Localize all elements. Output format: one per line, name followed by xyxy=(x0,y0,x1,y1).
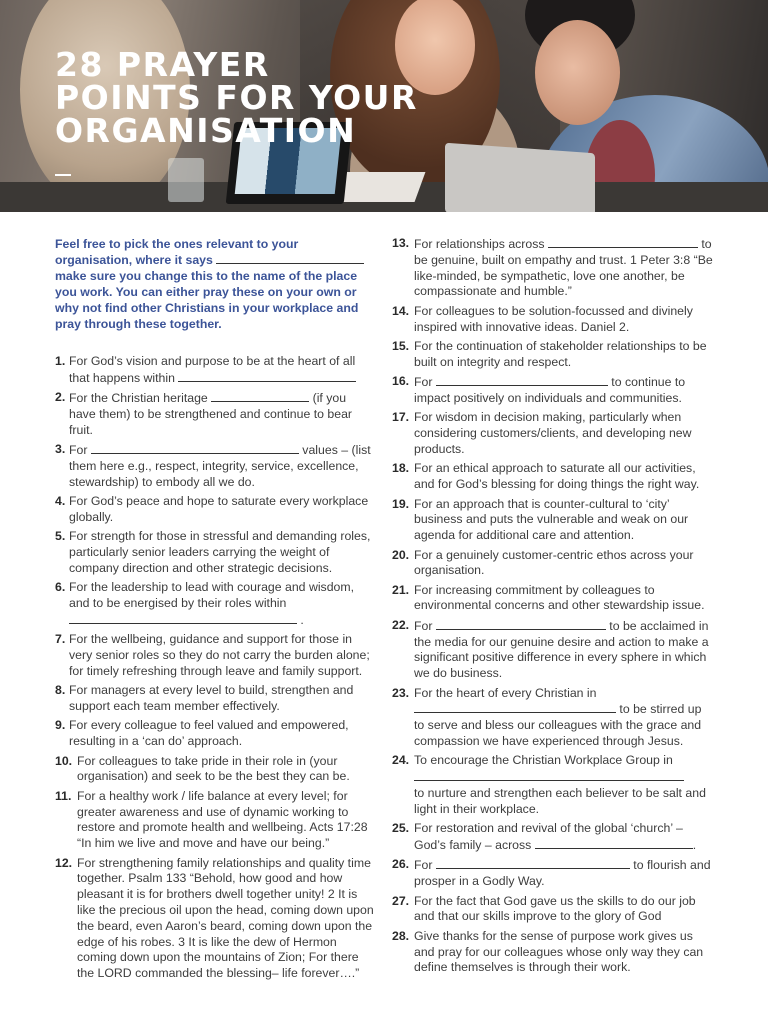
point-text: For xyxy=(69,443,88,458)
prayer-list-left xyxy=(55,354,375,982)
prayer-point-17 xyxy=(392,410,714,457)
point-number: 6. xyxy=(55,580,66,595)
fill-in-blank[interactable] xyxy=(414,701,616,713)
point-text: For strengthening family relationships and quality time together. Psalm 133 “Behold, how good and how pleasant it is for brothers dwell together unity! 2 It is like the precious oil upon the head, coming down upon the beard, even Aaron’s beard, coming down upon the edge of his robes. 3 It is like the dew of Hermon coming down upon the mountains of Zion; For there the LORD commanded the blessing– life forever….” xyxy=(77,855,374,981)
point-text: For the Christian heritage xyxy=(69,391,208,406)
prayer-point-1 xyxy=(55,354,375,387)
prayer-point-27 xyxy=(392,894,714,926)
point-text-cont: to be genuine, built on empathy and trust. 1 Peter 3:8 “Be like-minded, be sympathetic, love one another, be compassionate and humble.” xyxy=(414,237,713,299)
title-line-2: POINTS FOR YOUR xyxy=(55,78,418,117)
left-column xyxy=(55,236,375,986)
point-number: 10. xyxy=(55,753,73,768)
prayer-point-15 xyxy=(392,339,714,371)
title-dash xyxy=(55,174,71,176)
prayer-point-9 xyxy=(55,718,375,750)
point-text: Give thanks for the sense of purpose work gives us and pray for our colleagues whose only way they can define themselves is through their work. xyxy=(414,928,704,975)
point-number: 9. xyxy=(55,718,66,733)
point-number: 7. xyxy=(55,632,66,647)
point-number: 21. xyxy=(392,582,410,597)
prayer-point-13 xyxy=(392,236,714,300)
intro-text-2: make sure you change this to the name of the place you work. You can either pray these on your own or why not find other Christians in your workplace and pray through these together. xyxy=(55,269,359,331)
point-number: 1. xyxy=(55,354,66,368)
prayer-point-28 xyxy=(392,929,714,976)
point-number: 17. xyxy=(392,410,410,425)
point-number: 27. xyxy=(392,893,410,908)
prayer-point-2 xyxy=(55,390,375,438)
photo-person-right-face xyxy=(535,20,620,125)
point-text: For relationships across xyxy=(414,237,545,251)
fill-in-blank[interactable] xyxy=(548,236,698,248)
point-number: 4. xyxy=(55,494,66,509)
prayer-point-22 xyxy=(392,618,714,682)
prayer-list-right xyxy=(392,236,714,976)
point-number: 25. xyxy=(392,821,410,836)
page-title xyxy=(55,45,418,150)
point-text-cont: (if you have them) to be strengthened and continue to bear fruit. xyxy=(69,391,353,437)
prayer-point-7 xyxy=(55,632,375,679)
prayer-point-18 xyxy=(392,461,714,493)
point-text-cont: values – (list them here e.g., respect, integrity, service, excellence, stewardship) to embody all we do. xyxy=(69,443,371,489)
fill-in-blank[interactable] xyxy=(216,252,364,264)
point-text: For xyxy=(414,618,433,633)
fill-in-blank[interactable] xyxy=(91,442,299,454)
point-text-cont: to be stirred up to serve and bless our colleagues with the grace and compassion we have experienced through Jesus. xyxy=(414,702,702,749)
point-number: 15. xyxy=(392,338,410,353)
point-number: 11. xyxy=(55,788,72,803)
prayer-point-24 xyxy=(392,753,714,817)
point-text: For the leadership to lead with courage and wisdom, and to be energised by their roles within xyxy=(69,580,355,611)
intro-paragraph xyxy=(55,236,375,332)
point-number: 3. xyxy=(55,442,66,457)
point-number: 16. xyxy=(392,374,410,389)
prayer-point-4 xyxy=(55,494,375,526)
point-text: For the heart of every Christian in xyxy=(414,685,597,700)
photo-laptop-closed xyxy=(445,143,595,212)
point-text: For the wellbeing, guidance and support for those in very senior roles so they do not carry the burden alone; for timely refreshing through leave and family support. xyxy=(69,632,370,678)
point-number: 8. xyxy=(55,683,66,698)
point-text: To encourage the Christian Workplace Group in xyxy=(414,753,673,768)
photo-glass xyxy=(168,158,204,202)
point-text-cont: to be acclaimed in the media for our genuine desire and action to make a significant positive difference in every sphere in which we do business. xyxy=(414,618,709,681)
point-text: For God’s vision and purpose to be at the heart of all that happens within xyxy=(69,354,356,385)
prayer-point-6 xyxy=(55,580,375,628)
point-text-cont: to flourish and prosper in a Godly Way. xyxy=(414,858,711,889)
point-number: 23. xyxy=(392,685,410,700)
header-photo xyxy=(0,0,768,212)
point-text-cont: . xyxy=(300,612,304,627)
point-number: 13. xyxy=(392,236,410,250)
prayer-point-3 xyxy=(55,442,375,490)
prayer-point-20 xyxy=(392,548,714,580)
point-number: 24. xyxy=(392,753,410,768)
fill-in-blank[interactable] xyxy=(178,370,356,382)
point-text: For xyxy=(414,858,433,873)
prayer-point-5 xyxy=(55,529,375,576)
point-text: For every colleague to feel valued and empowered, resulting in a ‘can do’ approach. xyxy=(69,718,349,749)
point-text: For a healthy work / life balance at every level; for greater awareness and use of dynamic working to restore and promote health and wellbeing. Acts 17:28 “In him we live and move and have our being.” xyxy=(77,788,368,851)
prayer-point-16 xyxy=(392,374,714,407)
point-number: 19. xyxy=(392,496,410,511)
prayer-point-12 xyxy=(55,856,375,982)
prayer-point-10 xyxy=(55,754,375,786)
point-number: 26. xyxy=(392,857,410,872)
right-column xyxy=(392,236,714,980)
point-text: For the fact that God gave us the skills to do our job and that our skills improve to the glory of God xyxy=(414,893,696,924)
point-text-cont: . xyxy=(692,838,697,853)
title-line-3: ORGANISATION xyxy=(55,111,357,150)
point-text: For an ethical approach to saturate all our activities, and for God’s blessing for doing things the right way. xyxy=(414,461,700,492)
fill-in-blank[interactable] xyxy=(211,390,309,402)
point-text: For xyxy=(414,375,433,390)
point-text: For wisdom in decision making, particularly when considering customers/clients, and developing new products. xyxy=(414,410,692,456)
point-number: 12. xyxy=(55,855,73,870)
point-text: For restoration and revival of the global ‘church’ – God’s family – across xyxy=(414,821,683,853)
intro-text-1: Feel free to pick the ones relevant to your organisation, where it says xyxy=(55,237,299,267)
prayer-point-14 xyxy=(392,304,714,336)
point-number: 28. xyxy=(392,928,410,943)
point-text: For a genuinely customer-centric ethos across your organisation. xyxy=(414,547,694,578)
point-number: 2. xyxy=(55,390,66,405)
point-text: For God’s peace and hope to saturate every workplace globally. xyxy=(69,494,369,524)
point-number: 22. xyxy=(392,617,410,632)
point-text: For colleagues to be solution-focussed and divinely inspired with innovative ideas. Daniel 2. xyxy=(414,303,693,334)
prayer-point-11 xyxy=(55,789,375,852)
fill-in-blank[interactable] xyxy=(436,857,630,869)
fill-in-blank[interactable] xyxy=(535,837,693,849)
point-number: 14. xyxy=(392,303,410,318)
point-number: 20. xyxy=(392,547,410,562)
fill-in-blank[interactable] xyxy=(436,374,608,386)
point-number: 5. xyxy=(55,529,66,544)
prayer-point-8 xyxy=(55,683,375,715)
fill-in-blank[interactable] xyxy=(436,618,606,630)
prayer-point-25 xyxy=(392,821,714,854)
prayer-point-23 xyxy=(392,686,714,750)
prayer-point-19 xyxy=(392,497,714,544)
point-number: 18. xyxy=(392,461,410,476)
point-text: For increasing commitment by colleagues to environmental concerns and other stewardship issue. xyxy=(414,582,705,613)
prayer-point-26 xyxy=(392,857,714,890)
fill-in-blank[interactable] xyxy=(69,612,297,624)
point-text: For the continuation of stakeholder relationships to be built on integrity and respect. xyxy=(414,338,707,369)
prayer-point-21 xyxy=(392,583,714,615)
point-text: For an approach that is counter-cultural to ‘city’ business and puts the vulnerable and weak on our agenda for additional care and attention. xyxy=(414,496,689,543)
point-text-cont: to nurture and strengthen each believer to be salt and light in their workplace. xyxy=(414,786,706,816)
title-line-1: 28 PRAYER xyxy=(55,45,270,84)
point-text: For strength for those in stressful and demanding roles, particularly senior leaders carrying the weight of company direction and other strategic decisions. xyxy=(69,529,371,575)
fill-in-blank[interactable] xyxy=(414,769,684,781)
point-text: For managers at every level to build, strengthen and support each team member effectively. xyxy=(69,683,354,714)
point-text: For colleagues to take pride in their role in (your organisation) and seek to be the best they can be. xyxy=(77,753,350,784)
point-text-cont: to continue to impact positively on individuals and communities. xyxy=(414,375,686,405)
